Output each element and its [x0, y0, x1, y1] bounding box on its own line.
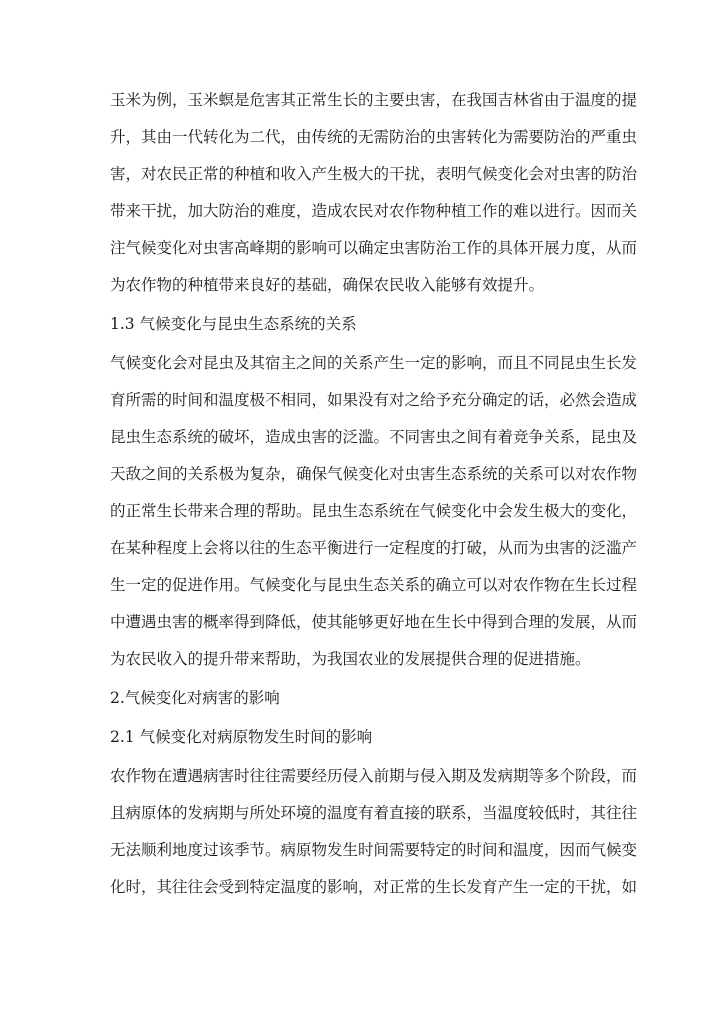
paragraph-2-line: 昆虫生态系统的破坏，造成虫害的泛滥。不同害虫之间有着竞争关系，昆虫及: [110, 428, 638, 446]
section-heading-2: 2.气候变化对病害的影响: [110, 689, 280, 707]
paragraph-2-line: 中遭遇虫害的概率得到降低，使其能够更好地在生长中得到合理的发展，从而: [110, 613, 638, 631]
section-heading-1-3: 1.3 气候变化与昆虫生态系统的关系: [110, 315, 357, 333]
paragraph-1-line: 玉米为例，玉米螟是危害其正常生长的主要虫害，在我国吉林省由于温度的提: [110, 91, 638, 109]
paragraph-3-line: 无法顺利地度过该季节。病原物发生时间需要特定的时间和温度，因而气候变: [110, 841, 638, 859]
paragraph-1-line: 升，其由一代转化为二代，由传统的无需防治的虫害转化为需要防治的严重虫: [110, 128, 638, 146]
paragraph-2-line: 在某种程度上会将以往的生态平衡进行一定程度的打破，从而为虫害的泛滥产: [110, 539, 638, 557]
paragraph-3-line: 化时，其往往会受到特定温度的影响，对正常的生长发育产生一定的干扰，如: [110, 878, 638, 896]
paragraph-2-line: 天敌之间的关系极为复杂，确保气候变化对虫害生态系统的关系可以对农作物: [110, 465, 638, 483]
paragraph-2-line: 的正常生长带来合理的帮助。昆虫生态系统在气候变化中会发生极大的变化，: [110, 502, 638, 520]
paragraph-2-line: 气候变化会对昆虫及其宿主之间的关系产生一定的影响，而且不同昆虫生长发: [110, 354, 638, 372]
paragraph-2-line: 为农民收入的提升带来帮助，为我国农业的发展提供合理的促进措施。: [110, 650, 591, 668]
paragraph-2-line: 育所需的时间和温度极不相同，如果没有对之给予充分确定的话，必然会造成: [110, 391, 638, 409]
paragraph-1-line: 为农作物的种植带来良好的基础，确保农民收入能够有效提升。: [110, 276, 545, 294]
paragraph-1-line: 注气候变化对虫害高峰期的影响可以确定虫害防治工作的具体开展力度，从而: [110, 239, 638, 257]
paragraph-1-line: 害，对农民正常的种植和收入产生极大的干扰，表明气候变化会对虫害的防治: [110, 165, 638, 183]
paragraph-2-line: 生一定的促进作用。气候变化与昆虫生态关系的确立可以对农作物在生长过程: [110, 576, 638, 594]
paragraph-1-line: 带来干扰，加大防治的难度，造成农民对农作物种植工作的难以进行。因而关: [110, 202, 638, 220]
paragraph-3-line: 农作物在遭遇病害时往往需要经历侵入前期与侵入期及发病期等多个阶段，而: [110, 767, 638, 785]
section-heading-2-1: 2.1 气候变化对病原物发生时间的影响: [110, 728, 373, 746]
paragraph-3-line: 且病原体的发病期与所处环境的温度有着直接的联系，当温度较低时，其往往: [110, 804, 638, 822]
